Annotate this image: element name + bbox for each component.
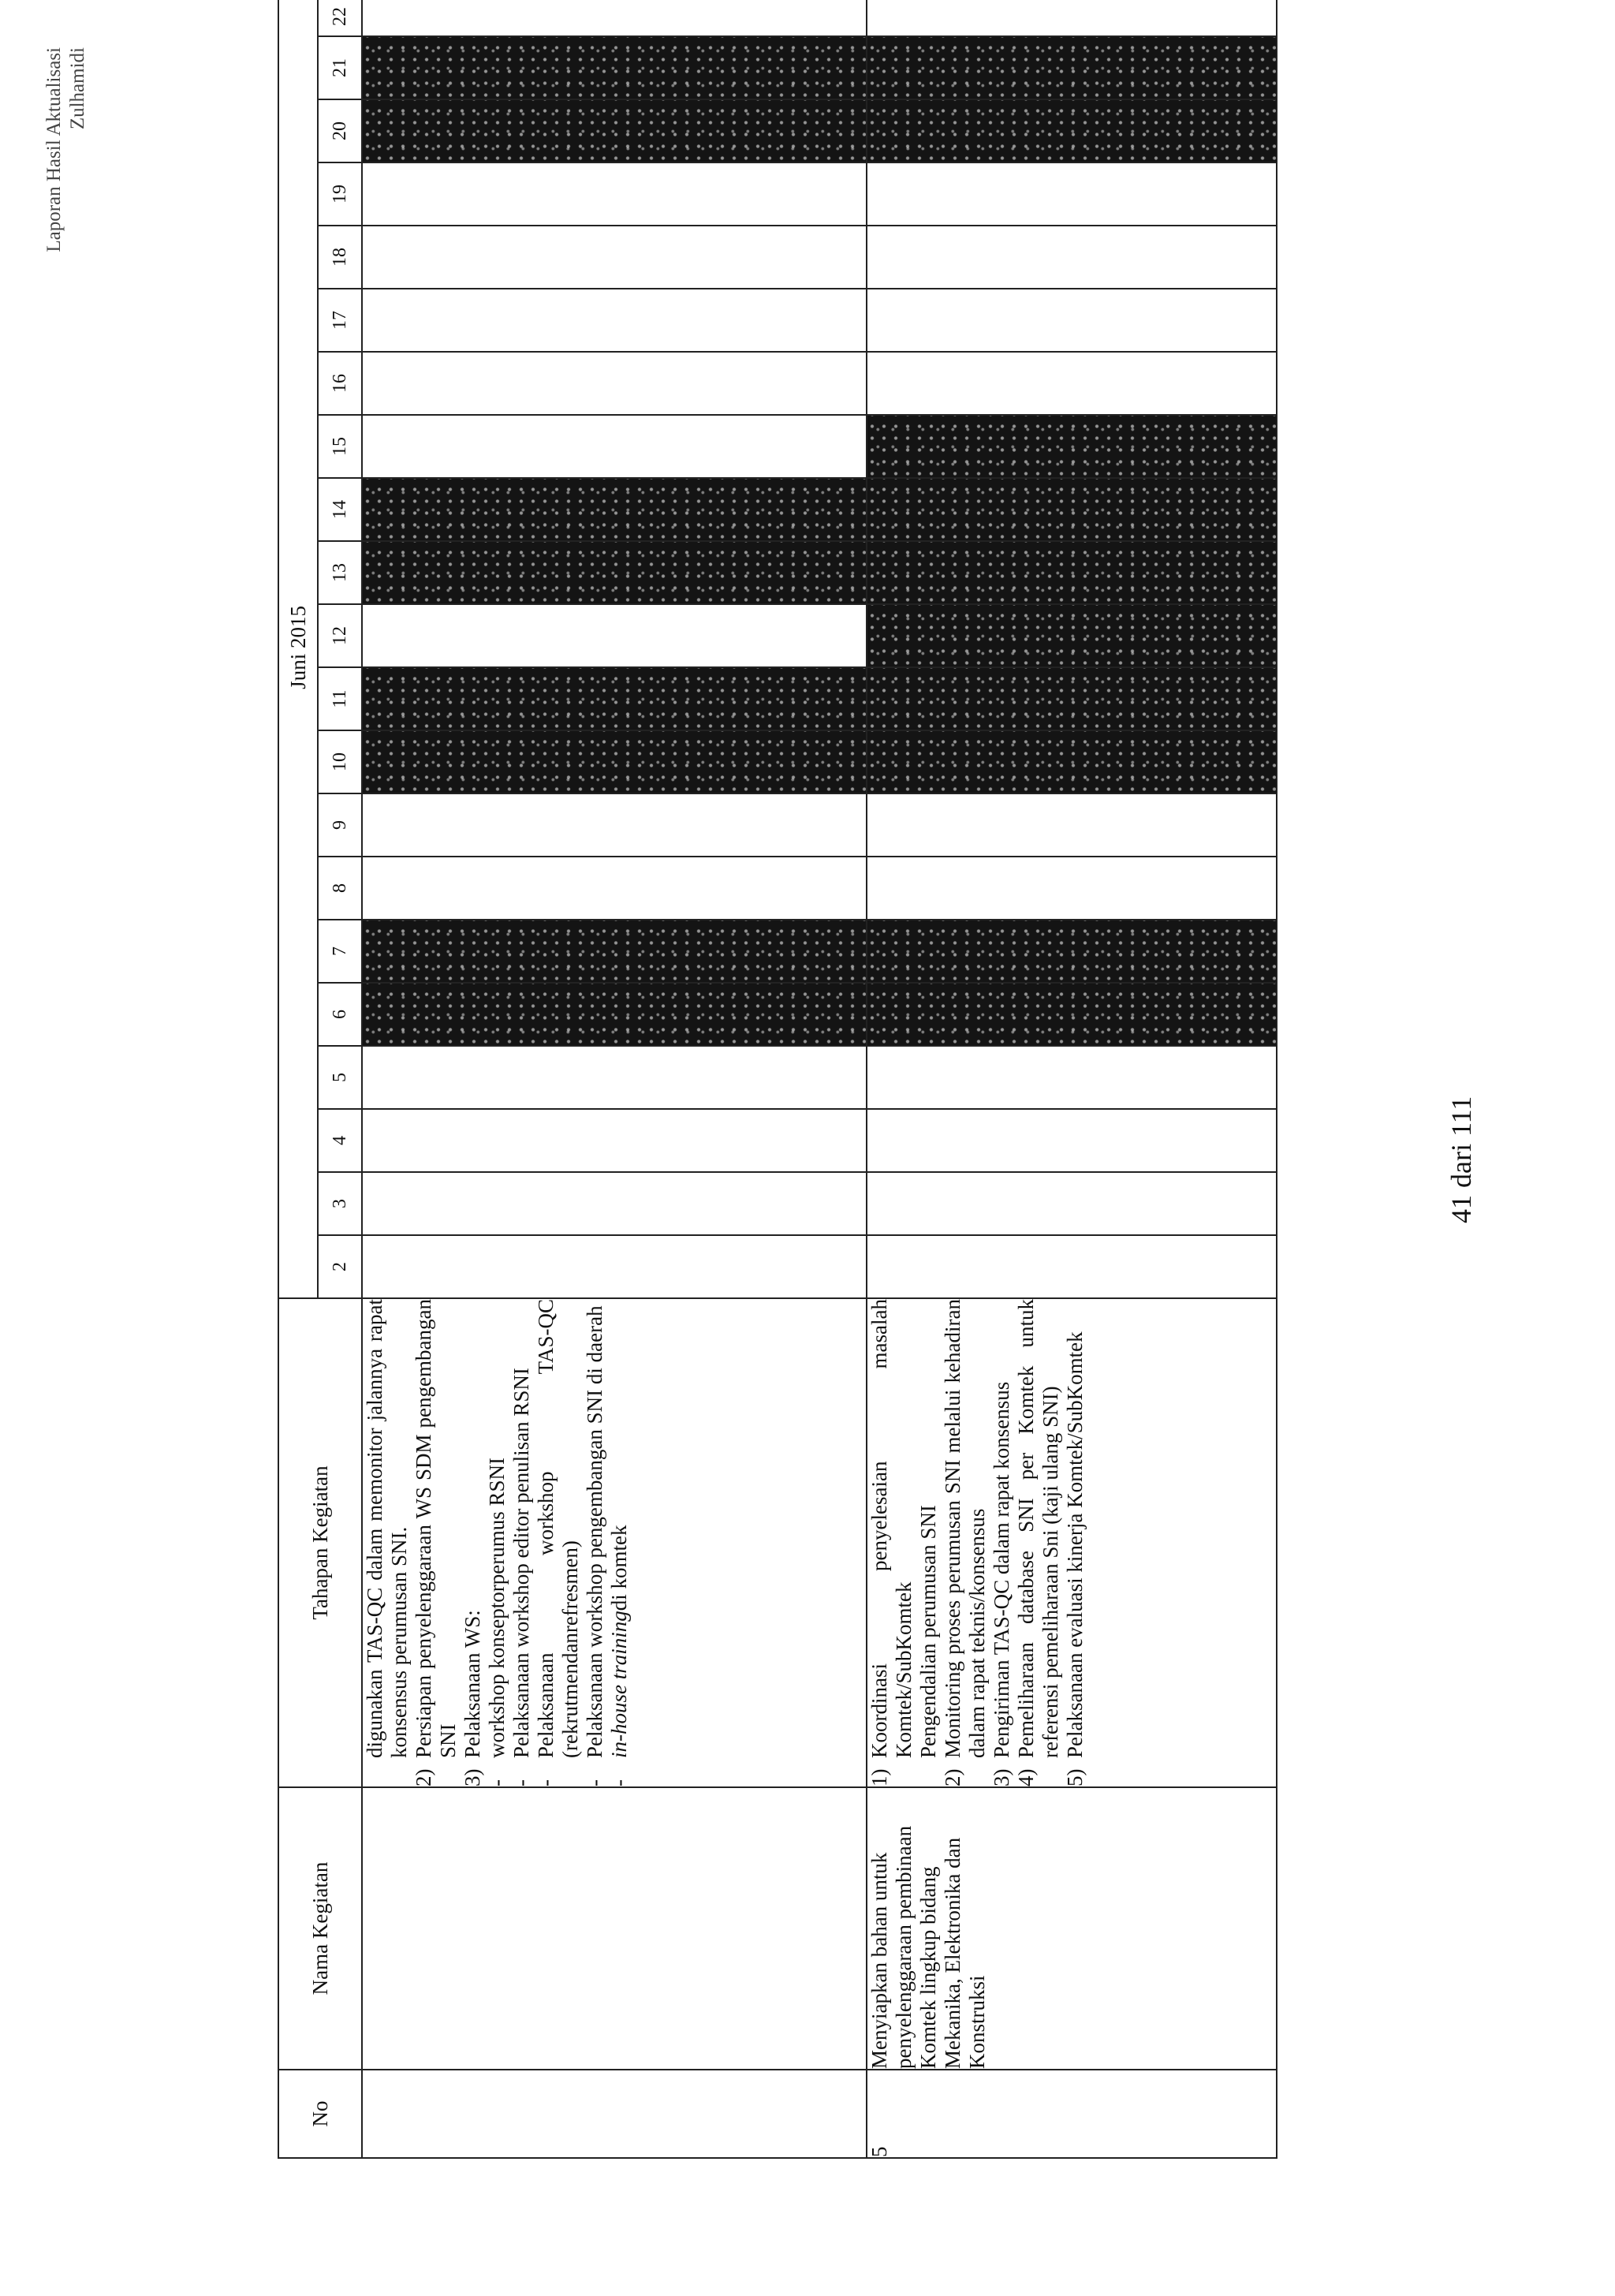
schedule-cell-day-16 bbox=[362, 352, 867, 415]
schedule-cell-shaded-day-13 bbox=[867, 541, 1277, 604]
table-row bbox=[362, 0, 867, 2158]
day-header-16: 16 bbox=[318, 352, 362, 415]
day-header-3: 3 bbox=[318, 1172, 362, 1235]
day-header-20: 20 bbox=[318, 99, 362, 162]
tahapan-bullet: - Pelaksanaan workshop pengembangan SNI di daerah bbox=[583, 1305, 606, 1786]
tahapan-item: 2) Monitoring proses perumusan SNI melalui kehadiran dalam rapat teknis/konsensus bbox=[941, 1299, 989, 1786]
tahapan-item: 3) Pengiriman TAS-QC dalam rapat konsensus bbox=[990, 1381, 1013, 1786]
day-header-4: 4 bbox=[318, 1109, 362, 1172]
day-header-13: 13 bbox=[318, 541, 362, 604]
row-nama: Menyiapkan bahan untuk penyelenggaraan pembinaan Komtek lingkup bidang Mekanika, Elektronika dan Konstruksi bbox=[867, 1787, 1277, 2070]
day-header-19: 19 bbox=[318, 162, 362, 226]
tahapan-item: 1) Koordinasi penyelesaian masalah Komtek/SubKomtek bbox=[867, 1299, 916, 1786]
day-header-5: 5 bbox=[318, 1046, 362, 1109]
day-header-22: 22 bbox=[318, 0, 362, 36]
row-tahapan bbox=[362, 1298, 867, 1787]
schedule-cell-shaded-day-6 bbox=[867, 983, 1277, 1046]
day-header-18: 18 bbox=[318, 226, 362, 289]
row-nama bbox=[362, 1787, 867, 2070]
day-header-17: 17 bbox=[318, 289, 362, 352]
schedule-cell-shaded-day-20 bbox=[867, 99, 1277, 162]
schedule-cell-shaded-day-11 bbox=[362, 667, 867, 730]
schedule-cell-day-17 bbox=[867, 289, 1277, 352]
row-no bbox=[362, 2070, 867, 2158]
day-header-12: 12 bbox=[318, 604, 362, 667]
day-header-6: 6 bbox=[318, 983, 362, 1046]
day-header-21: 21 bbox=[318, 36, 362, 99]
schedule-cell-day-22 bbox=[867, 0, 1277, 36]
tahapan-bullet: - Pelaksanaan workshop editor penulisan RSNI bbox=[509, 1368, 533, 1786]
header-month: Juni 2015 bbox=[278, 0, 318, 1298]
schedule-cell-day-9 bbox=[362, 793, 867, 857]
table-row bbox=[867, 0, 1277, 2158]
schedule-cell-shaded-day-15 bbox=[867, 415, 1277, 478]
day-header-15: 15 bbox=[318, 415, 362, 478]
header-no: No bbox=[278, 2070, 362, 2158]
schedule-cell-shaded-day-13 bbox=[362, 541, 867, 604]
schedule-cell-day-2 bbox=[867, 1235, 1277, 1298]
schedule-cell-shaded-day-10 bbox=[867, 730, 1277, 793]
schedule-cell-day-2 bbox=[362, 1235, 867, 1298]
schedule-cell-shaded-day-7 bbox=[867, 920, 1277, 983]
schedule-table bbox=[278, 0, 1277, 2159]
day-header-11: 11 bbox=[318, 667, 362, 730]
page-number: 41 dari 111 bbox=[1445, 1096, 1477, 1223]
day-header-7: 7 bbox=[318, 920, 362, 983]
day-header-14: 14 bbox=[318, 478, 362, 541]
tahapan-item: 2) Persiapan penyelenggaraan WS SDM pengembangan SNI bbox=[412, 1299, 460, 1786]
schedule-cell-shaded-day-12 bbox=[867, 604, 1277, 667]
schedule-cell-shaded-day-20 bbox=[362, 99, 867, 162]
schedule-cell-day-8 bbox=[362, 857, 867, 920]
tahapan-item: 3) Pelaksanaan WS: bbox=[461, 1610, 484, 1786]
schedule-cell-day-17 bbox=[362, 289, 867, 352]
schedule-cell-day-5 bbox=[867, 1046, 1277, 1109]
tahapan-bullet: - in-house trainingdi komtek bbox=[607, 1525, 631, 1786]
schedule-cell-shaded-day-10 bbox=[362, 730, 867, 793]
row-tahapan bbox=[867, 1298, 1277, 1787]
schedule-cell-day-4 bbox=[867, 1109, 1277, 1172]
day-header-8: 8 bbox=[318, 857, 362, 920]
schedule-cell-day-4 bbox=[362, 1109, 867, 1172]
schedule-cell-shaded-day-7 bbox=[362, 920, 867, 983]
header-title: Laporan Hasil Aktualisasi bbox=[43, 47, 65, 252]
schedule-cell-shaded-day-14 bbox=[362, 478, 867, 541]
schedule-cell-day-3 bbox=[867, 1172, 1277, 1235]
schedule-cell-day-16 bbox=[867, 352, 1277, 415]
header-nama-kegiatan: Nama Kegiatan bbox=[278, 1787, 362, 2070]
tahapan-bullet: - workshop konseptorperumus RSNI bbox=[485, 1458, 509, 1786]
tahapan-item: 4) Pemeliharaan database SNI per Komtek untuk referensi pemeliharaan Sni (kaji ulang SNI) bbox=[1014, 1299, 1062, 1786]
header-tahapan-kegiatan: Tahapan Kegiatan bbox=[278, 1298, 362, 1787]
row-no: 5 bbox=[867, 2070, 1277, 2158]
schedule-cell-day-18 bbox=[362, 226, 867, 289]
schedule-cell-shaded-day-21 bbox=[867, 36, 1277, 99]
schedule-cell-day-19 bbox=[867, 162, 1277, 226]
schedule-cell-shaded-day-14 bbox=[867, 478, 1277, 541]
tahapan-item-cont: Pengendalian perumusan SNI bbox=[916, 1505, 940, 1758]
schedule-cell-day-22 bbox=[362, 0, 867, 36]
tahapan-bullet: - Pelaksanaan workshop TAS-QC (rekrutmendanrefresmen) bbox=[534, 1299, 582, 1786]
schedule-cell-day-5 bbox=[362, 1046, 867, 1109]
schedule-cell-shaded-day-11 bbox=[867, 667, 1277, 730]
schedule-cell-shaded-day-6 bbox=[362, 983, 867, 1046]
day-header-10: 10 bbox=[318, 730, 362, 793]
document-header bbox=[43, 47, 90, 252]
tahapan-item: 5) Pelaksanaan evaluasi kinerja Komtek/SubKomtek bbox=[1063, 1331, 1087, 1786]
schedule-cell-day-15 bbox=[362, 415, 867, 478]
schedule-cell-day-18 bbox=[867, 226, 1277, 289]
schedule-cell-shaded-day-21 bbox=[362, 36, 867, 99]
header-author: Zulhamidi bbox=[67, 47, 88, 130]
schedule-cell-day-12 bbox=[362, 604, 867, 667]
day-header-9: 9 bbox=[318, 793, 362, 857]
schedule-cell-day-9 bbox=[867, 793, 1277, 857]
schedule-cell-day-8 bbox=[867, 857, 1277, 920]
day-header-2: 2 bbox=[318, 1235, 362, 1298]
tahapan-continuation: digunakan TAS-QC dalam memonitor jalannya rapat konsensus perumusan SNI. bbox=[363, 1299, 411, 1758]
schedule-cell-day-19 bbox=[362, 162, 867, 226]
schedule-cell-day-3 bbox=[362, 1172, 867, 1235]
